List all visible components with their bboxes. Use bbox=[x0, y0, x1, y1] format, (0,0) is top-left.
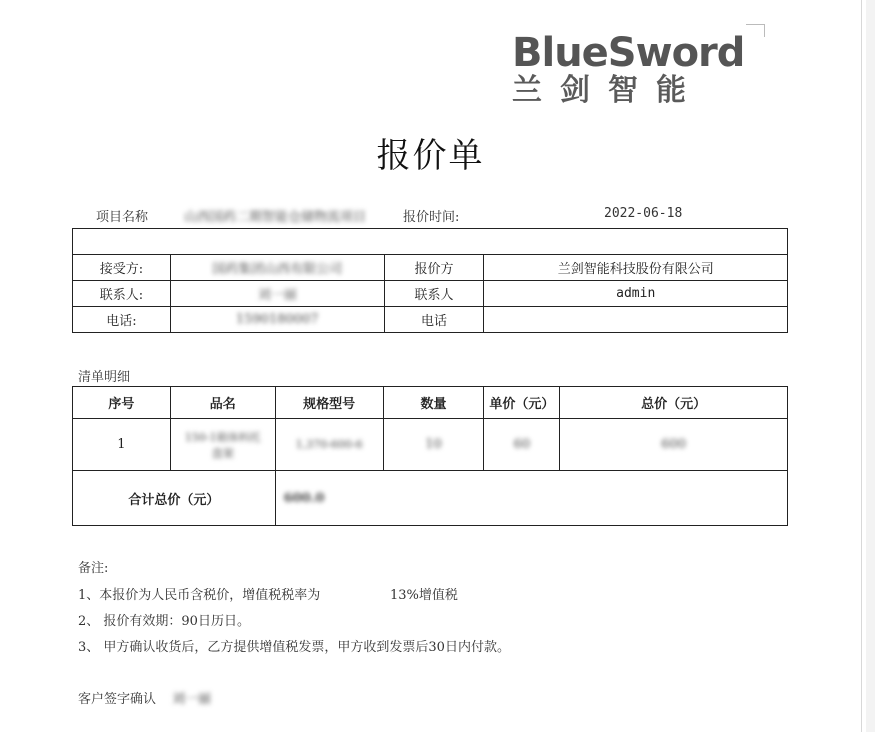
note-line-3: 3、 甲方确认收货后，乙方提供增值税发票，甲方收到发票后30日内付款。 bbox=[78, 640, 510, 655]
phone-value-left: 1590180007 bbox=[170, 307, 384, 333]
note-line-1: 1、本报价为人民币含税价，增值税税率为 bbox=[78, 588, 321, 603]
phone-label-left: 电话: bbox=[73, 307, 171, 333]
signature-label: 客户签字确认 bbox=[78, 692, 157, 707]
list-section-label: 清单明细 bbox=[78, 370, 131, 385]
col-header-unit-price: 单价（元） bbox=[484, 387, 560, 419]
quoter-value: 兰剑智能科技股份有限公司 bbox=[484, 255, 788, 281]
contact-label-left: 联系人: bbox=[73, 281, 171, 307]
contact-value-left: 刘一丽 bbox=[170, 281, 384, 307]
table-row bbox=[73, 419, 788, 471]
total-value: 600.0 bbox=[275, 471, 787, 526]
row-index: 1 bbox=[73, 419, 171, 471]
table-row bbox=[73, 307, 788, 333]
notes-heading: 备注: bbox=[78, 561, 109, 576]
header-row bbox=[73, 387, 788, 419]
row-unit-price: 60 bbox=[484, 419, 560, 471]
note-line-1-value: 13%增值税 bbox=[390, 588, 458, 603]
project-value: 山西国药二期智能仓储物流项目 bbox=[184, 210, 367, 225]
receiver-label: 接受方: bbox=[73, 255, 171, 281]
company-logo bbox=[510, 30, 760, 110]
total-label: 合计总价（元） bbox=[73, 471, 276, 526]
table-row bbox=[73, 255, 788, 281]
col-header-spec: 规格型号 bbox=[275, 387, 383, 419]
quote-time-label: 报价时间: bbox=[403, 210, 460, 225]
col-header-index: 序号 bbox=[73, 387, 171, 419]
row-spec: 1,370-600-6 bbox=[275, 419, 383, 471]
col-header-total: 总价（元） bbox=[560, 387, 788, 419]
quoter-label: 报价方 bbox=[384, 255, 484, 281]
row-qty: 10 bbox=[383, 419, 484, 471]
row-total: 600 bbox=[560, 419, 788, 471]
note-line-2: 2、 报价有效期：90日历日。 bbox=[78, 614, 250, 629]
project-label: 项目名称 bbox=[96, 210, 149, 225]
blank-row bbox=[73, 229, 788, 255]
page-title: 报价单 bbox=[376, 136, 485, 176]
page-margin bbox=[866, 0, 875, 732]
contact-value-right: admin bbox=[484, 281, 788, 307]
phone-value-right bbox=[484, 307, 788, 333]
receiver-value: 国药集团山西有限公司 bbox=[170, 255, 384, 281]
col-header-qty: 数量 bbox=[383, 387, 484, 419]
total-row bbox=[73, 471, 788, 526]
quote-time-value: 2022-06-18 bbox=[604, 206, 683, 221]
contact-label-right: 联系人 bbox=[384, 281, 484, 307]
parties-table bbox=[72, 228, 788, 333]
items-table bbox=[72, 386, 788, 526]
logo-chinese: 兰剑智能 bbox=[512, 73, 704, 108]
phone-label-right: 电话 bbox=[384, 307, 484, 333]
row-name: 150-1箱体料托盘架 bbox=[170, 419, 275, 471]
page-edge bbox=[861, 0, 862, 732]
logo-english: BlueSword bbox=[512, 30, 745, 76]
col-header-name: 品名 bbox=[170, 387, 275, 419]
table-row bbox=[73, 281, 788, 307]
signature-value: 刘一丽 bbox=[172, 692, 212, 707]
